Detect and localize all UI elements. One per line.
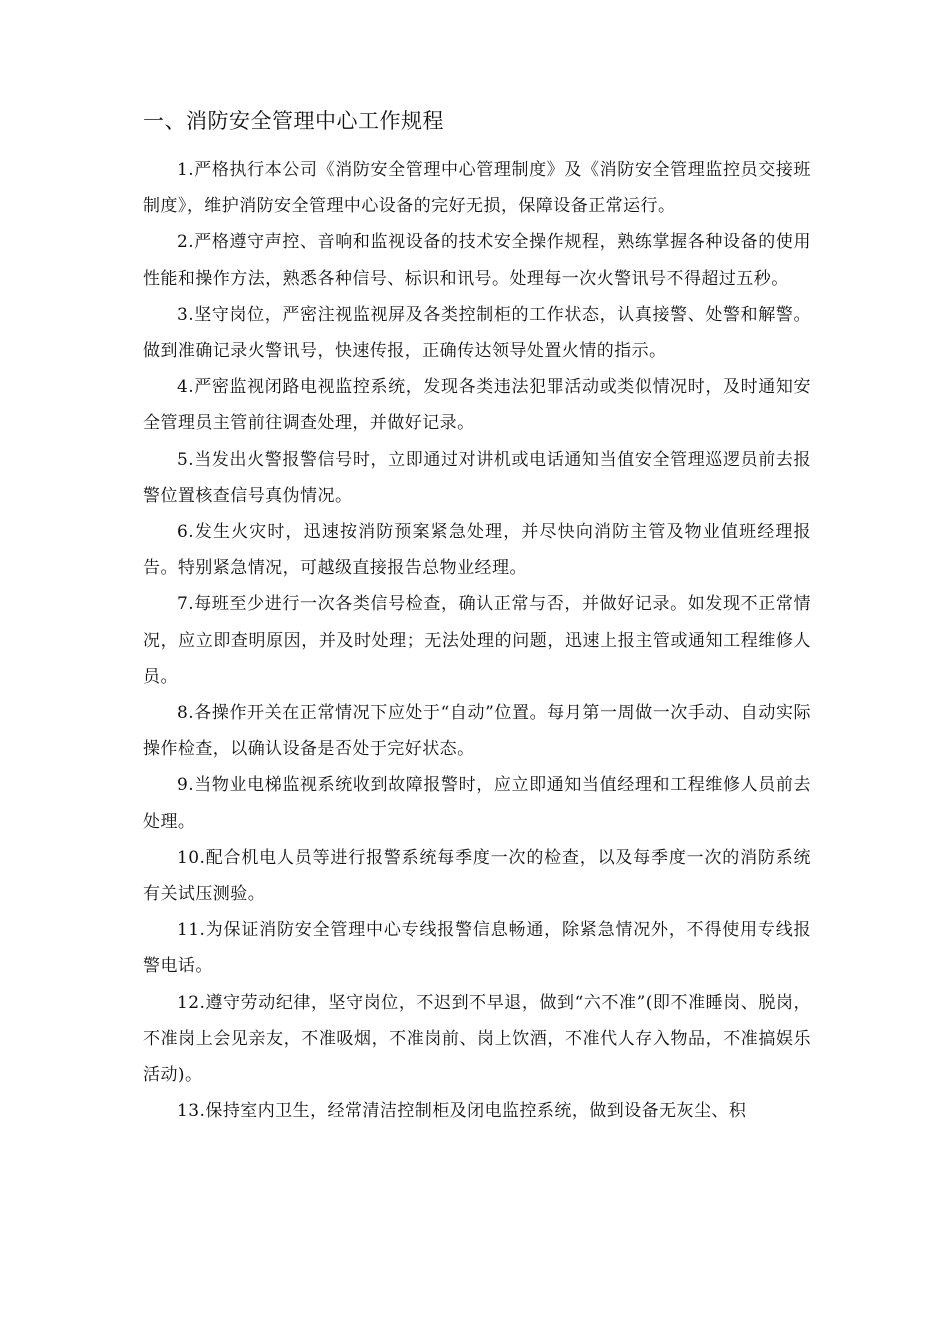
paragraph-7: 7.每班至少进行一次各类信号检查，确认正常与否，并做好记录。如发现不正常情况，应立即查明原因，并及时处理；无法处理的问题，迅速上报主管或通知工程维修人员。 (143, 594, 811, 687)
paragraph-9: 9.当物业电梯监视系统收到故障报警时，应立即通知当值经理和工程维修人员前去处理。 (143, 775, 811, 832)
paragraph-3: 3.坚守岗位，严密注视监视屏及各类控制柜的工作状态，认真接警、处警和解警。做到准确记录火警讯号，快速传报，正确传达领导处置火情的指示。 (143, 304, 811, 362)
paragraph-10: 10.配合机电人员等进行报警系统每季度一次的检查，以及每季度一次的消防系统有关试压测验。 (143, 847, 811, 905)
document-body (143, 152, 811, 1129)
paragraph-1: 1.严格执行本公司《消防安全管理中心管理制度》及《消防安全管理监控员交接班制度》，维护消防安全管理中心设备的完好无损，保障设备正常运行。 (143, 160, 811, 217)
paragraph-11: 11.为保证消防安全管理中心专线报警信息畅通，除紧急情况外，不得使用专线报警电话。 (143, 920, 811, 977)
paragraph-12: 12.遵守劳动纪律，坚守岗位，不迟到不早退，做到“六不准”(即不准睡岗、脱岗，不准岗上会见亲友，不准吸烟，不准岗前、岗上饮酒，不准代人存入物品，不准搞娱乐活动)。 (143, 992, 811, 1086)
paragraph-8: 8.各操作开关在正常情况下应处于“自动”位置。每月第一周做一次手动、自动实际操作检查，以确认设备是否处于完好状态。 (143, 703, 811, 760)
section-title: 一、消防安全管理中心工作规程 (143, 109, 444, 133)
paragraph-6: 6.发生火灾时，迅速按消防预案紧急处理，并尽快向消防主管及物业值班经理报告。特别紧急情况，可越级直接报告总物业经理。 (143, 522, 811, 579)
paragraph-13: 13.保持室内卫生，经常清洁控制柜及闭电监控系统，做到设备无灰尘、积 (177, 1101, 747, 1122)
paragraph-4: 4.严密监视闭路电视监控系统，发现各类违法犯罪活动或类似情况时，及时通知安全管理员主管前往调查处理，并做好记录。 (143, 377, 811, 434)
paragraph-5: 5.当发出火警报警信号时，立即通过对讲机或电话通知当值安全管理巡逻员前去报警位置核查信号真伪情况。 (143, 449, 811, 506)
paragraph-2: 2.严格遵守声控、音响和监视设备的技术安全操作规程，熟练掌握各种设备的使用性能和操作方法，熟悉各种信号、标识和讯号。处理每一次火警讯号不得超过五秒。 (143, 232, 811, 289)
